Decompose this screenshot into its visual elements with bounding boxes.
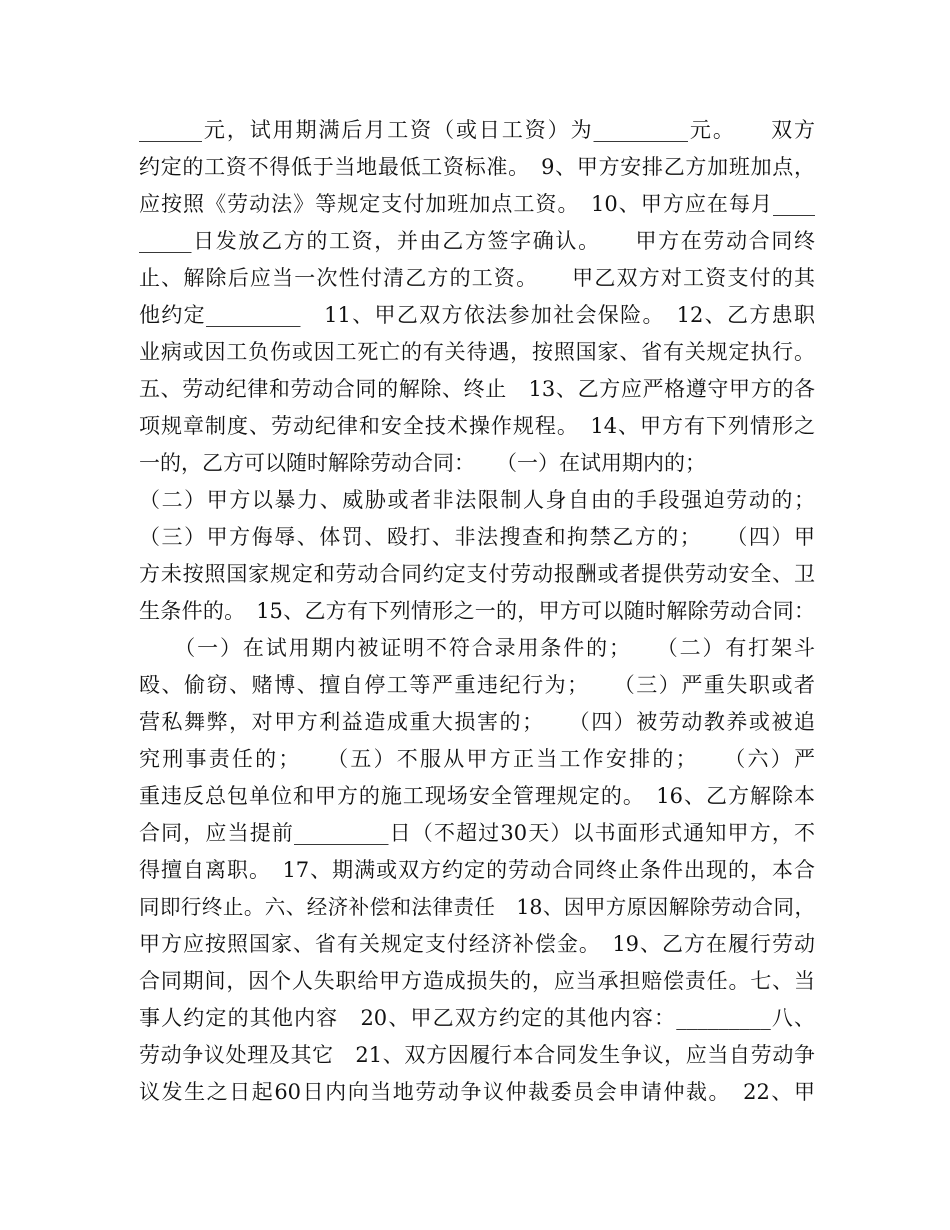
- paragraph-line: （一）在试用期内被证明不符合录用条件的； （二）有打架斗: [139, 636, 815, 660]
- paragraph-line: 约定的工资不得低于当地最低工资标准。 9、甲方安排乙方加班加点，: [139, 155, 815, 179]
- paragraph-line: 止、解除后应当一次性付清乙方的工资。 甲乙双方对工资支付的其: [139, 266, 815, 290]
- paragraph-line: 营私舞弊，对甲方利益造成重大损害的； （四）被劳动教养或被追: [139, 710, 815, 734]
- paragraph-line: ______元，试用期满后月工资（或日工资）为_________元。 双方: [139, 118, 815, 142]
- paragraph-line: （三）甲方侮辱、体罚、殴打、非法搜查和拘禁乙方的； （四）甲: [139, 525, 815, 549]
- paragraph-line: 五、劳动纪律和劳动合同的解除、终止 13、乙方应严格遵守甲方的各: [139, 377, 815, 401]
- paragraph-line: 他约定_________ 11、甲乙双方依法参加社会保险。 12、乙方患职: [139, 303, 815, 327]
- paragraph-line: 合同，应当提前_________日（不超过30天）以书面形式通知甲方，不: [139, 821, 815, 845]
- paragraph-line: 事人约定的其他内容 20、甲乙双方约定的其他内容：_________八、: [139, 1006, 815, 1030]
- paragraph-line: 生条件的。 15、乙方有下列情形之一的，甲方可以随时解除劳动合同：: [139, 599, 815, 623]
- paragraph-line: 业病或因工负伤或因工死亡的有关待遇，按照国家、省有关规定执行。: [139, 340, 815, 364]
- paragraph-line: 甲方应按照国家、省有关规定支付经济补偿金。 19、乙方在履行劳动: [139, 932, 815, 956]
- paragraph-line: 合同期间，因个人失职给甲方造成损失的，应当承担赔偿责任。七、当: [139, 969, 815, 993]
- paragraph-line: 一的，乙方可以随时解除劳动合同： （一）在试用期内的；: [139, 451, 706, 475]
- paragraph-line: 同即行终止。六、经济补偿和法律责任 18、因甲方原因解除劳动合同，: [139, 895, 815, 919]
- paragraph-line: 殴、偷窃、赌博、擅自停工等严重违纪行为； （三）严重失职或者: [139, 673, 815, 697]
- paragraph-line: 方未按照国家规定和劳动合同约定支付劳动报酬或者提供劳动安全、卫: [139, 562, 815, 586]
- paragraph-line: 劳动争议处理及其它 21、双方因履行本合同发生争议，应当自劳动争: [139, 1043, 815, 1067]
- paragraph-line: 究刑事责任的； （五）不服从甲方正当工作安排的； （六）严: [139, 747, 815, 771]
- paragraph-line: 应按照《劳动法》等规定支付加班加点工资。 10、甲方应在每月____: [139, 192, 815, 216]
- paragraph-line: 项规章制度、劳动纪律和安全技术操作规程。 14、甲方有下列情形之: [139, 414, 815, 438]
- paragraph-line: 重违反总包单位和甲方的施工现场安全管理规定的。 16、乙方解除本: [139, 784, 815, 808]
- paragraph-line: _____日发放乙方的工资，并由乙方签字确认。 甲方在劳动合同终: [139, 229, 815, 253]
- paragraph-line: 议发生之日起60日内向当地劳动争议仲裁委员会申请仲裁。 22、甲: [139, 1080, 815, 1104]
- paragraph-line: 得擅自离职。 17、期满或双方约定的劳动合同终止条件出现的，本合: [139, 858, 815, 882]
- paragraph-line: （二）甲方以暴力、威胁或者非法限制人身自由的手段强迫劳动的；: [139, 488, 815, 512]
